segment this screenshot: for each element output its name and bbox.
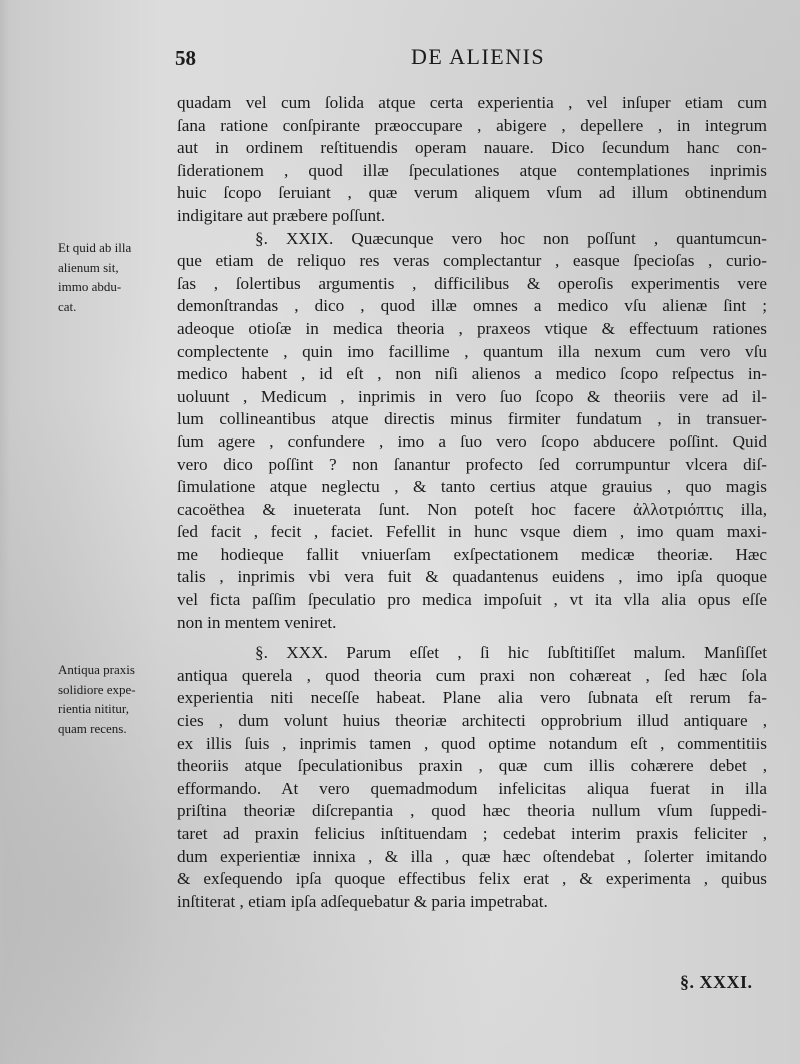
running-head bbox=[175, 42, 765, 72]
margin-note-line: solidiore expe- bbox=[58, 681, 136, 697]
text-line: vel ficta paſſim ſpeculatio pro medica impoſuit , vt ita vlla alia opus eſſe bbox=[177, 590, 767, 610]
text-line: & exſequendo ipſa quoque effectibus felix erat , & experimenta , quibus bbox=[177, 869, 767, 889]
page-edge-shadow bbox=[0, 0, 10, 1064]
paragraph-gap bbox=[177, 634, 767, 642]
section-paragraph bbox=[177, 642, 767, 913]
text-line: aut in ordinem reſtituendis operam nauare. Dico ſecundum hanc con- bbox=[177, 138, 767, 158]
text-line: ſas , ſolertibus argumentis , difficilibus & operoſis experimentis vere bbox=[177, 273, 767, 293]
text-line: priſtina theoriæ diſcrepantia , quod hæc theoria nullum vſum ſuppedi- bbox=[177, 801, 767, 821]
text-line: experientia niti neceſſe habeat. Plane alia vero ſubnata eſt rerum fa- bbox=[177, 688, 767, 708]
text-line: que etiam de reliquo res veras complectantur , easque ſpecioſas , curio- bbox=[177, 251, 767, 271]
text-line: ſiderationem , quod illæ ſpeculationes atque contemplationes inprimis bbox=[177, 160, 767, 180]
margin-note-line: immo abdu- bbox=[58, 279, 122, 294]
text-line: ſed facit , fecit , faciet. Fefellit in hunc vsque diem , imo quam maxi- bbox=[177, 522, 767, 542]
text-line: indigitare aut præbere poſſunt. bbox=[177, 205, 386, 225]
text-line: ſana ratione conſpirante præoccupare , abigere , depellere , in integrum bbox=[177, 115, 767, 135]
section-heading-line: §. XXX. Parum eſſet , ſi hic ſubſtitiſſet malum. Manſiſſet bbox=[255, 643, 767, 663]
text-line: uoluunt , Medicum , inprimis in vero ſuo ſcopo & theoriis vere ad il- bbox=[177, 386, 767, 406]
page-number: 58 bbox=[175, 46, 196, 70]
margin-note-line: quam recens. bbox=[58, 720, 127, 736]
text-line: me hodieque fallit vniuerſam exſpectationem medicæ theoriæ. Hæc bbox=[177, 544, 767, 564]
text-line: complectente , quin imo facillime , quantum illa nexum cum vero vſu bbox=[177, 341, 767, 361]
text-line: ex illis ſuis , inprimis tamen , quod optime notandum eſt , commentitiis bbox=[177, 733, 767, 753]
text-line: ſum agere , confundere , imo a ſuo vero ſcopo abducere poſſint. Quid bbox=[177, 431, 767, 451]
text-line: quadam vel cum ſolida atque certa experientia , vel inſuper etiam cum bbox=[177, 93, 767, 112]
main-text-block bbox=[177, 92, 767, 913]
text-line: dum experientiæ innixa , & illa , quæ hæc oſtendebat , ſolerter imitando bbox=[177, 846, 767, 866]
text-line: cies , dum volunt huius theoriæ architecti opprobrium illud antiquare , bbox=[177, 711, 767, 731]
margin-note-line: Antiqua praxis bbox=[58, 662, 135, 677]
text-line: inſtiterat , etiam ipſa adſequebatur & paria impetrabat. bbox=[177, 891, 548, 911]
text-line: cacoëthea & inueterata ſunt. Non poteſt hoc facere ἀλλοτριόπτις illa, bbox=[177, 499, 767, 519]
text-line: ſimulatione atque neglectu , & tanto certius atque grauius , quo magis bbox=[177, 477, 767, 497]
margin-note bbox=[58, 238, 176, 316]
text-line: theoriis atque ſpeculationibus praxin , quæ cum illis cohærere debet , bbox=[177, 756, 767, 776]
text-line: medico habent , id eſt , non niſi alienos a medico ſcopo reſpectus in- bbox=[177, 364, 767, 384]
text-line: efformando. At vero quemadmodum infelicitas aliqua fuerat in illa bbox=[177, 778, 767, 798]
text-line: adeoque otioſæ in medica theoria , praxeos vtique & effectuum rationes bbox=[177, 318, 767, 338]
margin-note-line: cat. bbox=[58, 298, 77, 314]
text-line: taret ad praxin felicius inſtituendam ; cedebat interim praxis feliciter , bbox=[177, 824, 767, 843]
text-line: demonſtrandas , dico , quod illæ omnes a medico vſu alienæ ſint ; bbox=[177, 296, 767, 316]
section-paragraph bbox=[177, 228, 767, 635]
running-title: DE ALIENIS bbox=[411, 44, 546, 69]
text-line: lum collineantibus atque directis minus firmiter fundatum , in transuer- bbox=[177, 409, 767, 429]
section-heading-line: §. XXIX. Quæcunque vero hoc non poſſunt , quantumcun- bbox=[255, 228, 767, 248]
paragraph bbox=[177, 92, 767, 228]
catchword: §. XXXI. bbox=[680, 972, 753, 992]
text-line: talis , inprimis vbi vera fuit & quadantenus euidens , imo ipſa quoque bbox=[177, 567, 767, 587]
text-line: antiqua querela , quod theoria cum praxi non cohæreat , ſed hæc ſola bbox=[177, 665, 767, 685]
margin-note-line: alienum sit, bbox=[58, 259, 119, 275]
text-line: non in mentem veniret. bbox=[177, 612, 337, 632]
text-line: vero dico poſſint ? non ſanantur profecto ſed corrumpuntur vlcera diſ- bbox=[177, 454, 767, 474]
margin-note bbox=[58, 660, 176, 738]
margin-note-line: rientia nititur, bbox=[58, 701, 129, 716]
text-line: huic ſcopo ſeruiant , quæ verum aliquem vſum ad illum obtinendum bbox=[177, 183, 767, 203]
margin-note-line: Et quid ab illa bbox=[58, 240, 132, 255]
